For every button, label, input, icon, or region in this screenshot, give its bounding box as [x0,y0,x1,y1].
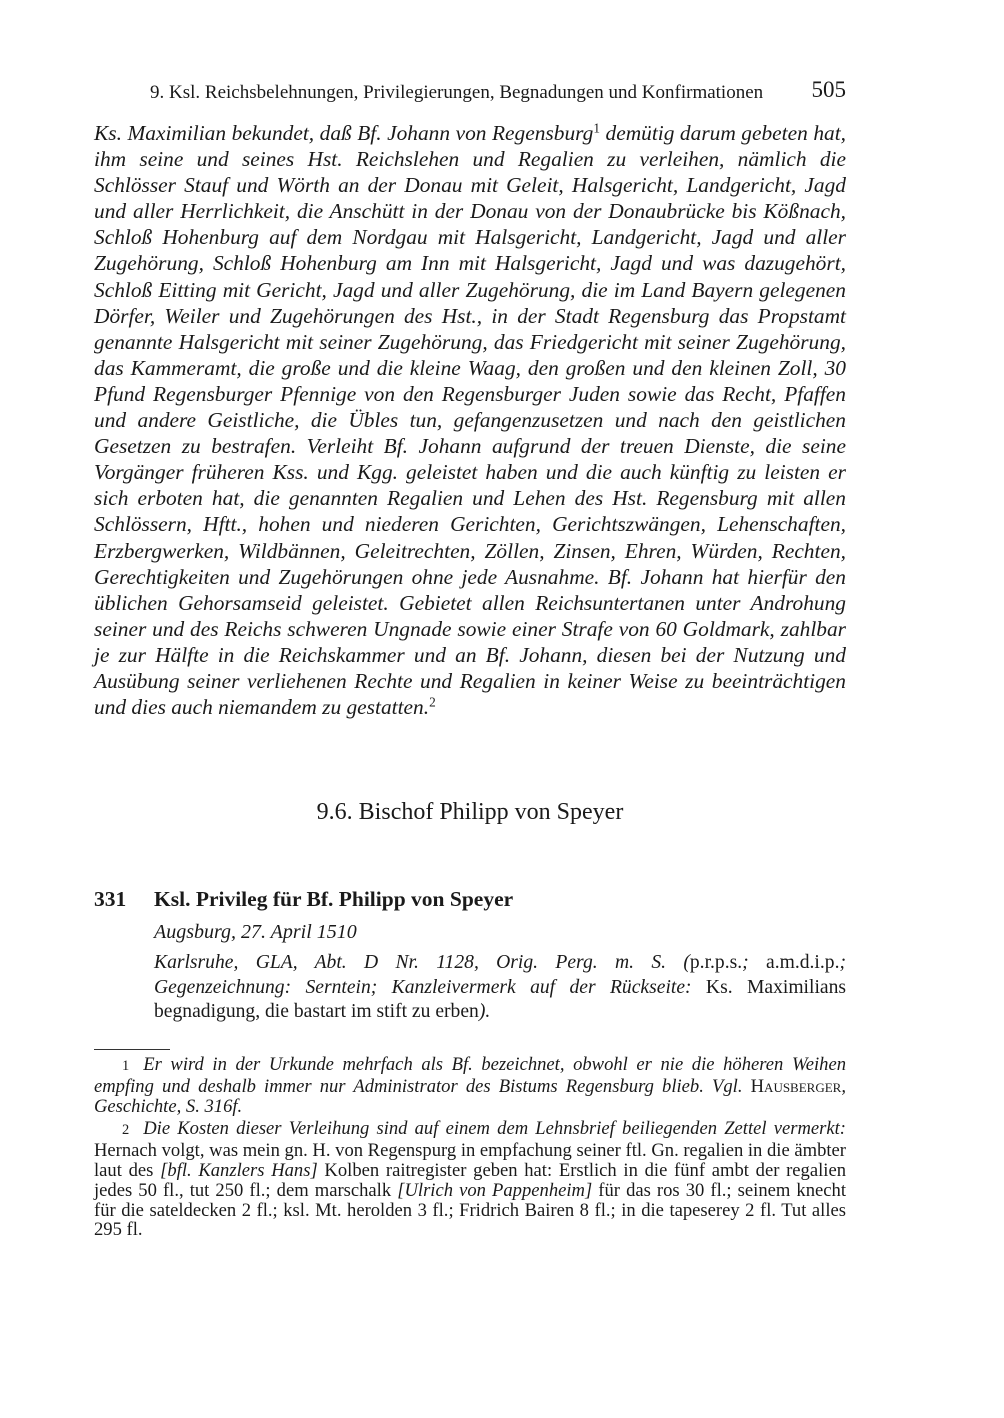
entry-date: Augsburg, 27. April 1510 [154,921,357,943]
footnote-2-text-c: [bfl. Kanzlers Hans] [160,1159,318,1181]
footnote-1-author: Hausberger [750,1075,842,1097]
footnote-divider [94,1049,170,1050]
footnote-1-text-b: , Geschichte, S. 316f. [94,1075,846,1117]
footnote-2-text-f: für das ros 30 fl.; seinem knecht für die sateldecken 2 fl.; ksl. Mt. herolden 3 fl.; Fridrich Bairen 8 fl.; in die tapeserey 2 fl. Tut alles 295 fl. [94,1179,846,1241]
source-text-c: ; [742,952,766,973]
entry-number: 331 [94,887,127,911]
regest-paragraph [94,120,846,720]
source-text-d: a.m.d.i.p. [766,952,840,973]
source-text-a: Karlsruhe, GLA, Abt. D Nr. 1128, Orig. Perg. m. S. ( [154,952,690,973]
footnotes [94,1055,846,1243]
regest-text-1: Ks. Maximilian bekundet, daß Bf. Johann von Regensburg [94,121,594,145]
footnote-1 [94,1055,846,1116]
footnote-2-text-e: [Ulrich von Pappenheim] [397,1179,593,1201]
source-text-f: Ks. Maximilians begnadigung, die bastart im stift zu erben [154,976,847,1022]
footnote-marker-1: 1 [122,1058,130,1074]
footnote-ref-1[interactable]: 1 [593,120,600,136]
footnote-1-text-a: Er wird in der Urkunde mehrfach als Bf. bezeichnet, obwohl er nie die höheren Weihen empfing und deshalb immer nur Administrator des Bistums Regensburg blieb. Vgl. [94,1054,846,1097]
source-text-b: p.r.p.s. [689,952,743,973]
source-note [154,951,846,1025]
footnote-2-text-d: Kolben raitregister geben hat: Erstlich in die fünf ambt der regalien jedes 50 fl., tut 250 fl.; dem marschalk [94,1159,846,1201]
entry-title: Ksl. Privileg für Bf. Philipp von Speyer [154,887,514,911]
footnote-2-text-b: Hernach volgt, was mein gn. H. von Regenspurg in empfachung seiner ftl. Gn. regalien in die ämbter laut des [94,1140,846,1181]
footnote-2-text-a: Die Kosten dieser Verleihung sind auf einem dem Lehnsbrief beiliegenden Zettel vermerkt: [143,1118,846,1140]
source-text-e: ; Gegenzeichnung: Serntein; Kanzleivermerk auf der Rückseite: [154,952,846,998]
running-head-title: 9. Ksl. Reichsbelehnungen, Privilegierungen, Begnadungen und Konfirmationen [150,82,764,103]
page-number: 505 [811,77,846,102]
regest-text-2: demütig darum gebeten hat, ihm seine und seines Hst. Reichslehen und Regalien zu verleihen, nämlich die Schlösser Stauf und Wörth an der Donau mit Geleit, Halsgericht, Landgericht, Jagd und aller Herrlichkeit, die Anschütt in der Donau von der Donaubrücke bis Kößnach, Schloß Hohenburg auf dem Nordgau mit Halsgericht, Landgericht, Jagd und aller Zugehörung, Schloß Hohenburg am Inn mit Halsgericht, Jagd und was dazugehört, Schloß Eitting mit Gericht, Jagd und aller Zugehörung, die im Land Bayern gelegenen Dörfer, Weiler und Zugehörungen des Hst., in der Stadt Regensburg das Propstamt genannte Halsgericht mit seiner Zugehörung, das Friedgericht mit seiner Zugehörung, das Kammeramt, die große und die kleine Waag, den großen und den kleinen Zoll, 30 Pfund Regensburger Pfennige von den Regensburger Juden sowie das Recht, Pfaffen und andere Geistliche, die Übles tun, gefangenzusetzen und nach den geistlichen Gesetzen zu bestrafen. Verleiht Bf. Johann aufgrund der treuen Dienste, die seine Vorgänger früheren Kss. und Kgg. geleistet haben und die auch künftig zu leisten er sich erboten hat, die genannten Regalien und Lehen des Hst. Regensburg mit allen Schlössern, Hftt., hohen und niederen Gerichten, Gerichtszwängen, Lehenschaften, Erzbergwerken, Wildbännen, Geleitrechten, Zöllen, Zinsen, Ehren, Würden, Rechten, Gerechtigkeiten und Zugehörungen ohne jede Ausnahme. Bf. Johann hat hierfür den üblichen Gehorsamseid geleistet. Gebietet allen Reichsuntertanen unter Androhung seiner und des Reichs schweren Ungnade sowie einer Strafe von 60 Goldmark, zahlbar je zur Hälfte in die Reichskammer und an Bf. Johann, diesen bei der Nutzung und Ausübung seiner verliehenen Rechte und Regalien in keiner Weise zu beeinträchtigen und dies auch niemandem zu gestatten. [94,121,847,720]
footnote-2 [94,1119,846,1240]
footnote-marker-2: 2 [122,1122,130,1139]
source-text-g: ). [478,1001,491,1022]
entry-heading [94,884,846,914]
running-head [150,77,846,106]
section-title: 9.6. Bischof Philipp von Speyer [316,799,624,825]
footnote-ref-2[interactable]: 2 [429,694,436,710]
